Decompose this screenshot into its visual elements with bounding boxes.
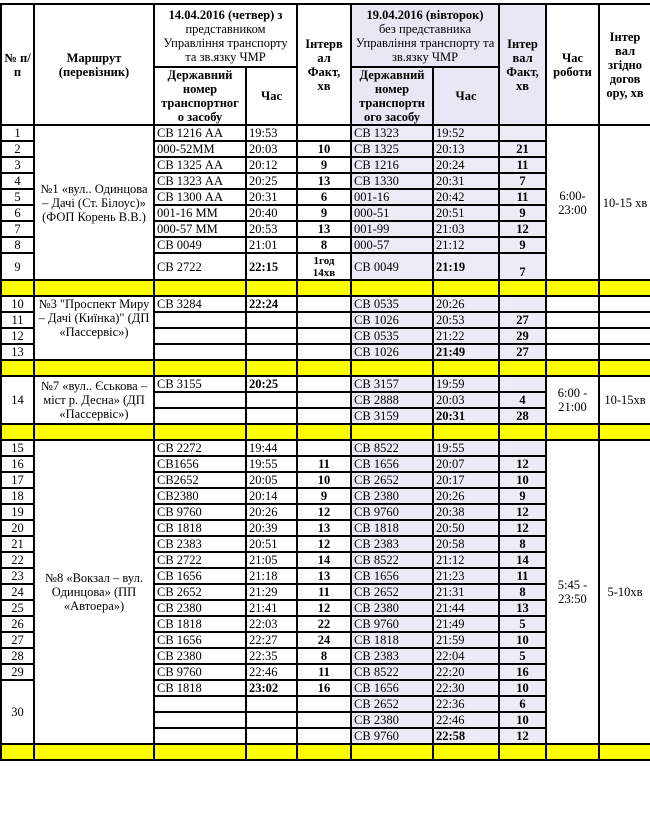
time2: 22:20: [433, 664, 499, 680]
contract-interval: 10-15 хв: [599, 125, 650, 280]
interval1: 9: [297, 205, 351, 221]
header-plate2: Державний номер транспортн ого засобу: [351, 67, 433, 125]
time2: 21:19: [433, 253, 499, 280]
plate2: СВ 1330: [351, 173, 433, 189]
row-number: 20: [1, 520, 34, 536]
plate2: СВ 9760: [351, 504, 433, 520]
time1: [246, 312, 297, 328]
header-plate1: Державний номер транспортног о засобу: [154, 67, 246, 125]
row-number: 15: [1, 440, 34, 456]
row-number: 30: [1, 680, 34, 744]
time1: 22:27: [246, 632, 297, 648]
interval1-hours: 1год: [313, 254, 335, 267]
time1: 21:29: [246, 584, 297, 600]
table-row: [1, 440, 650, 456]
interval1: 13: [297, 568, 351, 584]
separator-row: [1, 744, 650, 760]
time2: 22:36: [433, 696, 499, 712]
time2: 20:26: [433, 488, 499, 504]
plate1: СВ 1325 АА: [154, 157, 246, 173]
plate1: СВ 9760: [154, 504, 246, 520]
interval2: 4: [499, 392, 546, 408]
header-interval2: Інтер вал Факт, хв: [499, 4, 546, 125]
plate1: СВ 3284: [154, 296, 246, 312]
time1: 20:14: [246, 488, 297, 504]
interval2: 11: [499, 157, 546, 173]
plate1: СВ 2722: [154, 552, 246, 568]
row-number: 14: [1, 376, 34, 424]
interval2: 10: [499, 680, 546, 696]
row-number: 16: [1, 456, 34, 472]
interval2: 28: [499, 408, 546, 424]
plate1: [154, 344, 246, 360]
work-hours: 6:00-23:00: [546, 125, 599, 280]
row-number: 17: [1, 472, 34, 488]
plate1: СВ 1818: [154, 616, 246, 632]
interval1: [297, 728, 351, 744]
time2: 21:44: [433, 600, 499, 616]
plate1: [154, 392, 246, 408]
plate2: СВ 1323: [351, 125, 433, 141]
interval1: [297, 344, 351, 360]
interval2: 14: [499, 552, 546, 568]
interval1: 12: [297, 504, 351, 520]
row-number: 10: [1, 296, 34, 312]
plate2: СВ 2652: [351, 696, 433, 712]
plate2: СВ 8522: [351, 552, 433, 568]
time1: [246, 344, 297, 360]
time2: 20:13: [433, 141, 499, 157]
time1: 20:39: [246, 520, 297, 536]
interval1: [297, 296, 351, 312]
time1: 20:03: [246, 141, 297, 157]
row-number: 11: [1, 312, 34, 328]
time1: [246, 328, 297, 344]
time1: 22:03: [246, 616, 297, 632]
plate2: СВ 1026: [351, 312, 433, 328]
plate2: СВ 2888: [351, 392, 433, 408]
interval2: 12: [499, 728, 546, 744]
interval2: [499, 125, 546, 141]
interval1: 13: [297, 221, 351, 237]
plate2: СВ 8522: [351, 664, 433, 680]
separator-row: [1, 280, 650, 296]
time2: 21:31: [433, 584, 499, 600]
interval2: [499, 296, 546, 312]
time1: 20:05: [246, 472, 297, 488]
time2: 20:58: [433, 536, 499, 552]
plate1: СВ 2652: [154, 584, 246, 600]
separator-row: [1, 360, 650, 376]
row-number: 3: [1, 157, 34, 173]
plate1: СВ 1300 АА: [154, 189, 246, 205]
plate2: СВ 9760: [351, 616, 433, 632]
time2: 22:04: [433, 648, 499, 664]
time1: [246, 392, 297, 408]
plate1: [154, 728, 246, 744]
plate1: СВ 2383: [154, 536, 246, 552]
time2: 21:22: [433, 328, 499, 344]
time2: 21:59: [433, 632, 499, 648]
plate1: 000-57 ММ: [154, 221, 246, 237]
plate2: СВ 1656: [351, 680, 433, 696]
time2: 19:55: [433, 440, 499, 456]
plate2: СВ 0049: [351, 253, 433, 280]
plate2: СВ 3157: [351, 376, 433, 392]
time1: [246, 712, 297, 728]
plate1: [154, 696, 246, 712]
interval1: [297, 392, 351, 408]
interval1: [297, 328, 351, 344]
header-group2-line2: без представника: [378, 21, 472, 36]
time1: 22:35: [246, 648, 297, 664]
header-group2-line3: Управління транспорту та зв.язку ЧМР: [355, 35, 495, 64]
work-hours: [546, 296, 599, 312]
interval1: 9: [297, 157, 351, 173]
plate2: 000-57: [351, 237, 433, 253]
interval1: [297, 376, 351, 392]
plate1: СВ 1818: [154, 520, 246, 536]
contract-interval: 10-15хв: [599, 376, 650, 424]
plate2: СВ 2380: [351, 488, 433, 504]
row-number: 28: [1, 648, 34, 664]
header-interval1: Інтерв ал Факт, хв: [297, 4, 351, 125]
time2: 20:42: [433, 189, 499, 205]
time1: 22:15: [246, 253, 297, 280]
row-number: 6: [1, 205, 34, 221]
row-number: 24: [1, 584, 34, 600]
plate2: 001-99: [351, 221, 433, 237]
time2: 20:51: [433, 205, 499, 221]
work-hours: 6:00 - 21:00: [546, 376, 599, 424]
interval1: [297, 712, 351, 728]
interval1: 11: [297, 584, 351, 600]
time2: 21:03: [433, 221, 499, 237]
interval2: 29: [499, 328, 546, 344]
separator-row: [1, 424, 650, 440]
plate2: СВ 0535: [351, 328, 433, 344]
interval2: 9: [499, 488, 546, 504]
time2: 19:52: [433, 125, 499, 141]
plate2: СВ 1026: [351, 344, 433, 360]
plate1: СВ 1656: [154, 632, 246, 648]
interval2: 21: [499, 141, 546, 157]
interval2: 11: [499, 568, 546, 584]
interval1: 24: [297, 632, 351, 648]
interval1: 8: [297, 237, 351, 253]
header-group1-line3: Управління транспорту та зв.язку ЧМР: [163, 35, 288, 64]
row-number: 26: [1, 616, 34, 632]
interval2: 12: [499, 520, 546, 536]
interval2: 27: [499, 344, 546, 360]
interval1: [297, 125, 351, 141]
plate1: [154, 328, 246, 344]
plate1: 000-52ММ: [154, 141, 246, 157]
interval1: 22: [297, 616, 351, 632]
time1: 23:02: [246, 680, 297, 696]
time1: 20:31: [246, 189, 297, 205]
header-no: № п/п: [1, 4, 34, 125]
interval2: 10: [499, 632, 546, 648]
time1: 20:12: [246, 157, 297, 173]
interval2: 12: [499, 504, 546, 520]
plate1: [154, 312, 246, 328]
contract-interval: [599, 296, 650, 312]
time2: 21:49: [433, 616, 499, 632]
time1: 22:24: [246, 296, 297, 312]
time1: 21:01: [246, 237, 297, 253]
plate1: [154, 712, 246, 728]
time1: 19:55: [246, 456, 297, 472]
time1: 20:25: [246, 173, 297, 189]
header-time1: Час: [246, 67, 297, 125]
row-number: 27: [1, 632, 34, 648]
plate2: СВ 1818: [351, 520, 433, 536]
plate1: СВ2652: [154, 472, 246, 488]
interval2: 10: [499, 472, 546, 488]
time1: 21:41: [246, 600, 297, 616]
header-group1-line2: представником: [185, 21, 266, 36]
table-row: [1, 125, 650, 141]
plate2: 001-16: [351, 189, 433, 205]
header-group2-date: 19.04.2016 (вівторок): [366, 7, 484, 22]
plate1: СВ 2272: [154, 440, 246, 456]
header-route: Маршрут (перевізник): [34, 4, 154, 125]
schedule-table: [0, 3, 650, 761]
interval2: 9: [499, 205, 546, 221]
plate2: СВ 3159: [351, 408, 433, 424]
header-group-19-04: [351, 4, 499, 67]
interval2: [499, 440, 546, 456]
time2: 20:31: [433, 408, 499, 424]
plate2: СВ 1818: [351, 632, 433, 648]
route-name: №8 «Вокзал – вул. Одинцова» (ПП «Автоера»): [34, 440, 154, 744]
interval1: 10: [297, 472, 351, 488]
header-work-hours: Час роботи: [546, 4, 599, 125]
plate1: СВ 2722: [154, 253, 246, 280]
time2: 22:30: [433, 680, 499, 696]
contract-interval: 5-10хв: [599, 440, 650, 744]
table-row: [1, 296, 650, 312]
time1: 19:53: [246, 125, 297, 141]
interval1: 6: [297, 189, 351, 205]
interval1: [297, 253, 351, 280]
row-number: 12: [1, 328, 34, 344]
row-number: 2: [1, 141, 34, 157]
row-number: 29: [1, 664, 34, 680]
interval1: 13: [297, 173, 351, 189]
plate1: [154, 408, 246, 424]
header-contract-interval: Інтер вал згідно догов ору, хв: [599, 4, 650, 125]
row-number: 9: [1, 253, 34, 280]
interval1: 12: [297, 536, 351, 552]
time2: 20:17: [433, 472, 499, 488]
plate1: СВ2380: [154, 488, 246, 504]
row-number: 13: [1, 344, 34, 360]
header-time2: Час: [433, 67, 499, 125]
plate2: СВ 8522: [351, 440, 433, 456]
time2: 20:24: [433, 157, 499, 173]
plate1: СВ 2380: [154, 648, 246, 664]
plate1: СВ1656: [154, 456, 246, 472]
plate1: СВ 3155: [154, 376, 246, 392]
interval1: 16: [297, 680, 351, 696]
plate2: СВ 2380: [351, 600, 433, 616]
row-number: 18: [1, 488, 34, 504]
time2: 20:07: [433, 456, 499, 472]
interval2: 9: [499, 237, 546, 253]
interval2: 8: [499, 536, 546, 552]
route-name: №1 «вул.. Одинцова – Дачі (Ст. Білоус)» (ФОП Корень В.В.): [34, 125, 154, 280]
interval2: 11: [499, 189, 546, 205]
interval2: 8: [499, 584, 546, 600]
interval1: 8: [297, 648, 351, 664]
plate2: СВ 1325: [351, 141, 433, 157]
time1: [246, 696, 297, 712]
interval2: 12: [499, 221, 546, 237]
time1: [246, 728, 297, 744]
interval2: 7: [499, 253, 546, 280]
plate2: СВ 2383: [351, 648, 433, 664]
plate2: СВ 0535: [351, 296, 433, 312]
time1: [246, 408, 297, 424]
time2: 20:03: [433, 392, 499, 408]
time1: 22:46: [246, 664, 297, 680]
interval1: [297, 440, 351, 456]
work-hours: 5:45 - 23:50: [546, 440, 599, 744]
row-number: 22: [1, 552, 34, 568]
time2: 21:12: [433, 237, 499, 253]
interval2: [499, 376, 546, 392]
route-name: №7 «вул.. Єськова – міст р. Десна» (ДП «Пассервіс»): [34, 376, 154, 424]
row-number: 5: [1, 189, 34, 205]
table-row: [1, 376, 650, 392]
row-number: 7: [1, 221, 34, 237]
row-number: 25: [1, 600, 34, 616]
plate2: СВ 2652: [351, 472, 433, 488]
interval2: 5: [499, 648, 546, 664]
plate2: СВ 2380: [351, 712, 433, 728]
plate2: СВ 1656: [351, 568, 433, 584]
interval1: 13: [297, 520, 351, 536]
interval2: 7: [499, 173, 546, 189]
interval2: 13: [499, 600, 546, 616]
interval2: 27: [499, 312, 546, 328]
route-name: №3 "Проспект Миру – Дачі (Киїнка)" (ДП «Пассервіс»): [34, 296, 154, 360]
interval1: [297, 696, 351, 712]
plate2: СВ 9760: [351, 728, 433, 744]
time1: 20:40: [246, 205, 297, 221]
interval2: 10: [499, 712, 546, 728]
time1: 21:05: [246, 552, 297, 568]
interval1: [297, 312, 351, 328]
time1: 20:25: [246, 376, 297, 392]
interval1-minutes: 14хв: [312, 266, 336, 279]
plate1: СВ 1323 АА: [154, 173, 246, 189]
interval1: 9: [297, 488, 351, 504]
time2: 20:38: [433, 504, 499, 520]
interval1: 12: [297, 600, 351, 616]
interval2: 5: [499, 616, 546, 632]
time1: 20:53: [246, 221, 297, 237]
plate1: 001-16 ММ: [154, 205, 246, 221]
plate2: СВ 1656: [351, 456, 433, 472]
plate2: СВ 2652: [351, 584, 433, 600]
time1: 20:26: [246, 504, 297, 520]
header-group-14-04: [154, 4, 297, 67]
time1: 20:51: [246, 536, 297, 552]
time2: 20:26: [433, 296, 499, 312]
interval1: 11: [297, 456, 351, 472]
time2: 21:12: [433, 552, 499, 568]
plate1: СВ 9760: [154, 664, 246, 680]
time2: 20:50: [433, 520, 499, 536]
plate1: СВ 1818: [154, 680, 246, 696]
plate1: СВ 2380: [154, 600, 246, 616]
interval2: 16: [499, 664, 546, 680]
time2: 20:31: [433, 173, 499, 189]
time2: 22:58: [433, 728, 499, 744]
interval1: 14: [297, 552, 351, 568]
plate1: СВ 1656: [154, 568, 246, 584]
header-group1-date: 14.04.2016 (четвер) з: [168, 7, 283, 22]
time2: 19:59: [433, 376, 499, 392]
time2: 21:23: [433, 568, 499, 584]
plate1: СВ 0049: [154, 237, 246, 253]
interval1: 10: [297, 141, 351, 157]
plate2: СВ 1216: [351, 157, 433, 173]
row-number: 1: [1, 125, 34, 141]
row-number: 19: [1, 504, 34, 520]
row-number: 4: [1, 173, 34, 189]
time2: 20:53: [433, 312, 499, 328]
time2: 21:49: [433, 344, 499, 360]
plate2: 000-51: [351, 205, 433, 221]
interval2: 6: [499, 696, 546, 712]
interval2: 12: [499, 456, 546, 472]
row-number: 21: [1, 536, 34, 552]
time2: 22:46: [433, 712, 499, 728]
time1: 21:18: [246, 568, 297, 584]
interval1: [297, 408, 351, 424]
plate2: СВ 2383: [351, 536, 433, 552]
row-number: 23: [1, 568, 34, 584]
plate1: СВ 1216 АА: [154, 125, 246, 141]
time1: 19:44: [246, 440, 297, 456]
interval1: 11: [297, 664, 351, 680]
row-number: 8: [1, 237, 34, 253]
